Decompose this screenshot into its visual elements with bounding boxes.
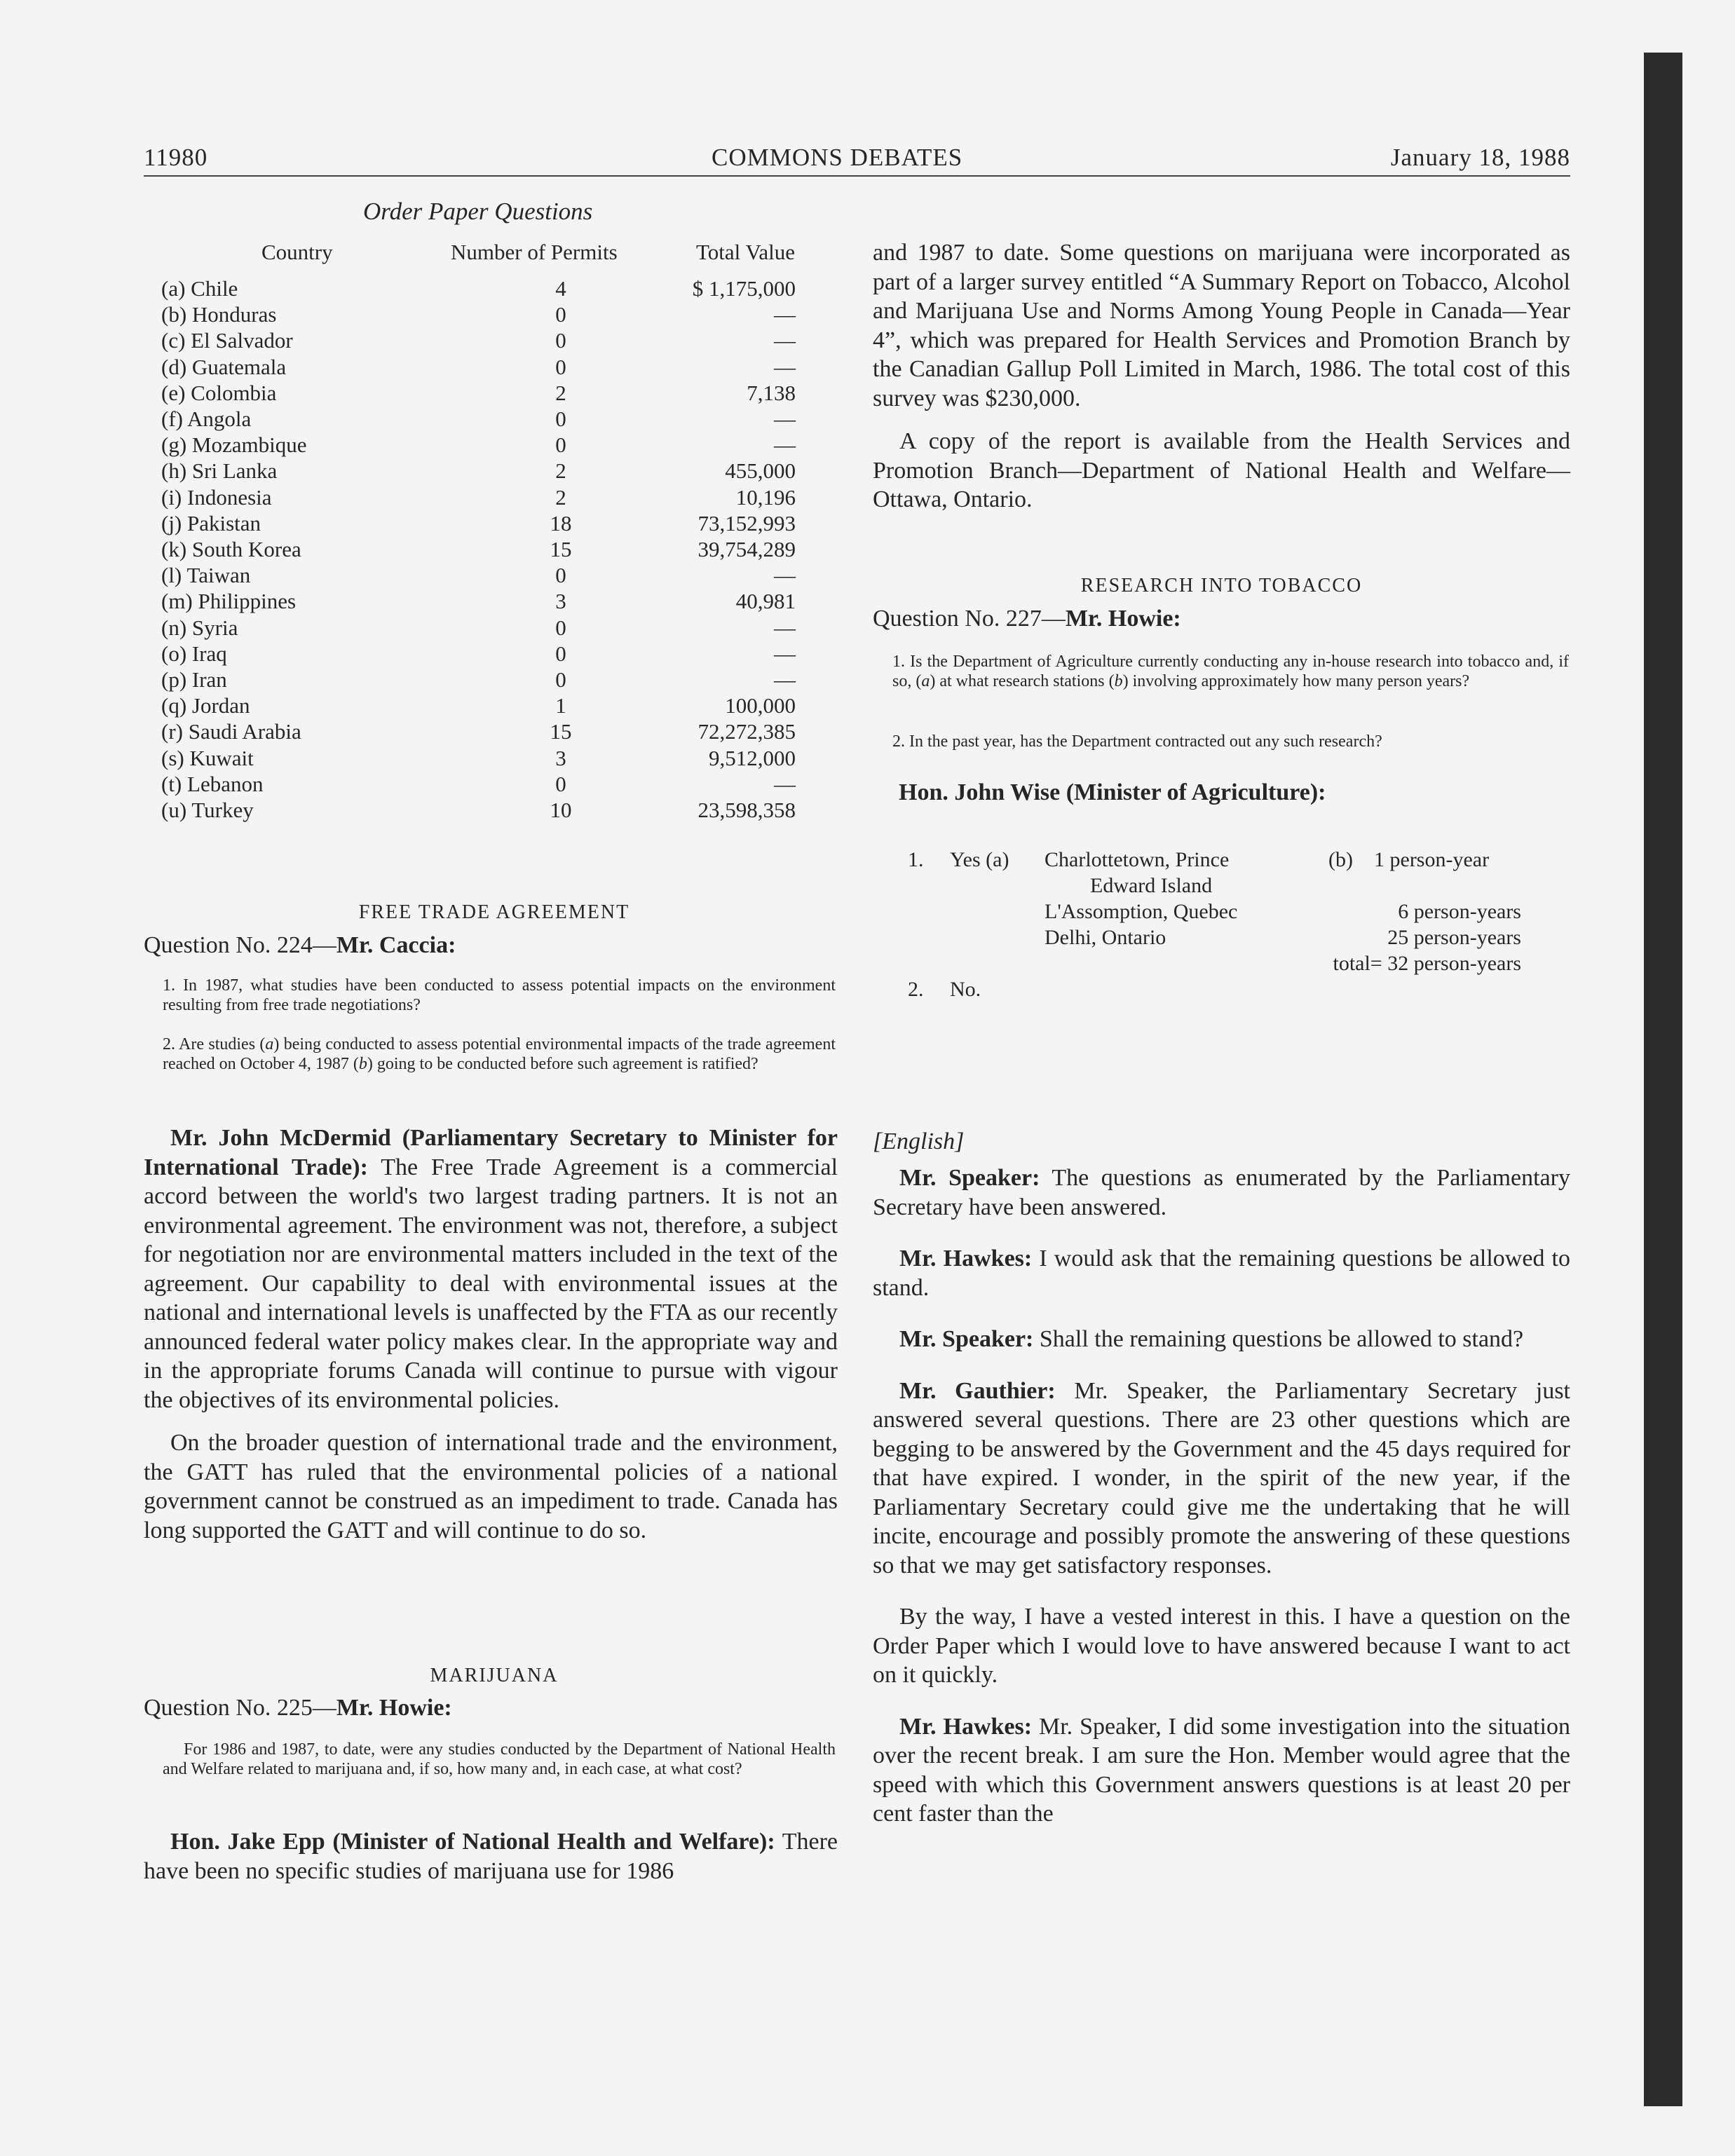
- scan-edge: [1644, 53, 1682, 2106]
- question-224-part2: 2. Are studies (a) being conducted to assess potential environmental impacts of the trade agreement reached on October 4, 1987 (b) going to be conducted before such agreement is ratified?: [163, 1035, 836, 1073]
- col-header-permits: Number of Permits: [451, 240, 618, 264]
- station-3-line1: Delhi, Ontario: [1045, 926, 1166, 949]
- table-row: [161, 693, 820, 719]
- station-3-years: 25 person-years: [1387, 926, 1521, 949]
- col-header-value: Total Value: [696, 240, 796, 264]
- answer-item-1-label: Yes (a): [950, 848, 1009, 871]
- country-cell: (q) Jordan: [161, 693, 250, 718]
- table-row: [161, 432, 820, 458]
- table-row: [161, 798, 820, 824]
- question-227-part2: 2. In the past year, has the Department contracted out any such research?: [892, 732, 1382, 751]
- question-227-part1: 1. Is the Department of Agriculture currently conducting any in-house research into tobacco and, if so, (a) at what research stations (b) involving approximately how many person years?: [892, 653, 1569, 690]
- station-1-line1: Charlottetown, Prince: [1045, 848, 1230, 871]
- answer-total: total= 32 person-years: [1333, 952, 1521, 975]
- speech-3: Mr. Speaker: Shall the remaining questions be allowed to stand?: [899, 1326, 1524, 1352]
- station-1-line2: Edward Island: [1090, 874, 1213, 897]
- table-row: [161, 328, 820, 354]
- value-cell: 455,000: [725, 458, 796, 484]
- table-row: [161, 615, 820, 641]
- table-row: [161, 772, 820, 798]
- permits-cell: 0: [555, 328, 566, 353]
- section-heading-marijuana: MARIJUANA: [430, 1665, 559, 1686]
- value-cell: —: [774, 432, 796, 458]
- value-cell: —: [774, 615, 796, 640]
- country-cell: (l) Taiwan: [161, 563, 251, 588]
- permits-cell: 0: [555, 302, 566, 327]
- speech-speaker: Mr. Gauthier:: [899, 1377, 1056, 1404]
- speech-speaker: Mr. Hawkes:: [899, 1246, 1033, 1271]
- permits-cell: 2: [555, 484, 566, 510]
- station-2-years: 6 person-years: [1398, 900, 1521, 923]
- value-cell: 100,000: [725, 693, 796, 718]
- section-heading-free-trade: FREE TRADE AGREEMENT: [358, 901, 630, 923]
- table-row: [161, 381, 820, 407]
- answer-224: Mr. John McDermid (Parliamentary Secretary to Minister for International Trade): The Free Trade Agreement is a commercial accord between the world's two largest trading partners. It is not an environmental agreement. The environment was not, therefore, a subject for negotiation nor are environmental matters included in the text of the agreement. Our capability to deal with environmental issues at the national and international levels is unaffected by the FTA as our recently announced federal water policy makes clear. In the appropriate way and in the appropriate forums Canada will continue to pursue with vigour the objectives of its environmental policies. On the broader question of international trade and the environment, the GATT has ruled that the environmental policies of a national government cannot be construed as an impediment to trade. Canada has long supported the GATT and will continue to do so.: [144, 1124, 838, 1545]
- value-cell: —: [774, 641, 796, 666]
- proceedings-text: [873, 1164, 1570, 1829]
- speech-speaker: Mr. Hawkes:: [899, 1713, 1033, 1740]
- answer-224-speaker: Mr. John McDermid (Parliamentary Secretary to Minister for International Trade):: [144, 1125, 838, 1180]
- permits-cell: 15: [550, 719, 572, 744]
- table-row: [161, 302, 820, 328]
- question-227-heading: Question No. 227—Mr. Howie:: [873, 606, 1181, 632]
- permits-cell: 0: [555, 615, 566, 640]
- value-cell: —: [774, 302, 796, 327]
- permits-cell: 18: [550, 510, 572, 535]
- answer-item-1-number: 1.: [908, 848, 924, 871]
- table-row: [161, 485, 820, 511]
- value-cell: —: [774, 407, 796, 431]
- country-cell: (u) Turkey: [161, 798, 254, 822]
- header-rule: [144, 175, 1570, 177]
- speech-5: By the way, I have a vested interest in this. I have a question on the Order Paper which I would love to have answered because I want to act on it quickly.: [873, 1604, 1570, 1688]
- country-cell: (o) Iraq: [161, 641, 227, 666]
- country-cell: (s) Kuwait: [161, 745, 254, 770]
- country-cell: (b) Honduras: [161, 302, 277, 327]
- table-row: [161, 276, 820, 302]
- answer-225-start: Hon. Jake Epp (Minister of National Health and Welfare): There have been no specific studies of marijuana use for 1986: [144, 1829, 838, 1884]
- permits-cell: 10: [550, 798, 572, 822]
- permits-cell: 2: [555, 458, 566, 484]
- permits-cell: 0: [555, 407, 566, 431]
- permits-cell: 0: [555, 667, 566, 692]
- speech-1: Mr. Speaker: The questions as enumerated by the Parliamentary Secretary have been answered.: [873, 1165, 1570, 1220]
- country-cell: (j) Pakistan: [161, 510, 261, 535]
- country-cell: (t) Lebanon: [161, 771, 264, 796]
- language-tag: [English]: [873, 1128, 965, 1154]
- answer-224-para2: On the broader question of international trade and the environment, the GATT has ruled that the environmental policies of a national government cannot be construed as an impediment to trade. Canada has long supported the GATT and will continue to do so.: [144, 1430, 838, 1543]
- header-date: January 18, 1988: [1390, 144, 1570, 171]
- answer-227-speaker: Hon. John Wise (Minister of Agriculture):: [899, 779, 1326, 805]
- permits-cell: 1: [555, 693, 566, 718]
- speech-4: Mr. Gauthier: Mr. Speaker, the Parliamentary Secretary just answered several questions. There are 23 other questions which are begging to be answered by the Government and the 45 days required for that have expired. I wonder, in the spirit of the new year, if the Parliamentary Secretary could give me the undertaking that he will incite, encourage and possibly promote the answering of these questions so that we may get satisfactory responses.: [873, 1377, 1570, 1578]
- permits-cell: 4: [555, 276, 566, 301]
- value-cell: —: [774, 354, 796, 379]
- country-cell: (h) Sri Lanka: [161, 458, 278, 484]
- question-225-text: For 1986 and 1987, to date, were any studies conducted by the Department of National Health and Welfare related to marijuana and, if so, how many and, in each case, at what cost?: [163, 1740, 836, 1778]
- permits-cell: 0: [555, 641, 566, 666]
- table-row: [161, 589, 820, 615]
- country-cell: (f) Angola: [161, 407, 252, 431]
- answer-item-2-number: 2.: [908, 978, 924, 1001]
- station-2-line1: L'Assomption, Quebec: [1045, 900, 1238, 923]
- permits-cell: 0: [555, 771, 566, 796]
- table-row: [161, 746, 820, 772]
- speech-speaker: Mr. Speaker:: [899, 1326, 1034, 1352]
- value-cell: —: [774, 667, 796, 692]
- table-row: [161, 355, 820, 381]
- permits-cell: 3: [555, 745, 566, 770]
- country-cell: (a) Chile: [161, 276, 238, 301]
- table-title: Order Paper Questions: [363, 198, 593, 225]
- country-cell: (c) El Salvador: [161, 328, 293, 353]
- publication-title: COMMONS DEBATES: [712, 144, 963, 171]
- station-1-years: 1 person-year: [1374, 848, 1490, 871]
- country-cell: (k) South Korea: [161, 537, 301, 561]
- permits-cell: 0: [555, 432, 566, 458]
- answer-225-para2: A copy of the report is available from the Health Services and Promotion Branch—Department of National Health and Welfare—Ottawa, Ontario.: [873, 428, 1570, 512]
- speech-speaker: Mr. Speaker:: [899, 1165, 1040, 1191]
- question-225-heading: Question No. 225—Mr. Howie:: [144, 1695, 452, 1721]
- value-cell: —: [774, 563, 796, 588]
- page-number: 11980: [144, 144, 208, 171]
- permits-cell: 2: [555, 380, 566, 405]
- table-row: [161, 407, 820, 432]
- table-row: [161, 719, 820, 745]
- value-cell: 10,196: [735, 484, 796, 510]
- question-224-part1: 1. In 1987, what studies have been conducted to assess potential impacts on the environment resulting from free trade negotiations?: [163, 976, 836, 1014]
- answer-item-2-text: No.: [950, 978, 981, 1001]
- value-cell: —: [774, 771, 796, 796]
- col-header-country: Country: [261, 240, 333, 264]
- speech-6: Mr. Hawkes: Mr. Speaker, I did some investigation into the situation over the recent break. I am sure the Hon. Member would agree that the speed with which this Government answers questions is at least 20 per cent faster than the: [873, 1713, 1571, 1827]
- answer-225-continued: and 1987 to date. Some questions on marijuana were incorporated as part of a larger survey entitled “A Summary Report on Tobacco, Alcohol and Marijuana Use and Norms Among Young People in Canada—Year 4”, which was prepared for Health Services and Promotion Branch by the Canadian Gallup Poll Limited in March, 1986. The total cost of this survey was $230,000. A copy of the report is available from the Health Services and Promotion Branch—Department of National Health and Welfare—Ottawa, Ontario.: [873, 238, 1570, 514]
- table-row: [161, 563, 820, 589]
- value-cell: $ 1,175,000: [692, 276, 796, 301]
- table-row: [161, 641, 820, 667]
- value-cell: 40,981: [735, 589, 796, 614]
- value-cell: 23,598,358: [698, 798, 796, 822]
- value-cell: 7,138: [747, 380, 796, 405]
- permits-cell: 0: [555, 354, 566, 379]
- country-cell: (p) Iran: [161, 667, 227, 692]
- question-224-heading: Question No. 224—Mr. Caccia:: [144, 932, 456, 958]
- value-cell: 9,512,000: [709, 745, 796, 770]
- answer-b-label: (b): [1328, 848, 1353, 871]
- permits-cell: 15: [550, 537, 572, 561]
- country-cell: (g) Mozambique: [161, 432, 307, 458]
- table-row: [161, 458, 820, 484]
- value-cell: —: [774, 328, 796, 353]
- value-cell: 72,272,385: [698, 719, 796, 744]
- table-row: [161, 511, 820, 537]
- country-cell: (d) Guatemala: [161, 354, 287, 379]
- permits-cell: 3: [555, 589, 566, 614]
- answer-225-speaker: Hon. Jake Epp (Minister of National Health and Welfare):: [170, 1829, 775, 1855]
- country-cell: (e) Colombia: [161, 380, 277, 405]
- section-heading-tobacco: RESEARCH INTO TOBACCO: [1080, 575, 1363, 596]
- table-row: [161, 667, 820, 693]
- permits-cell: 0: [555, 563, 566, 588]
- value-cell: 39,754,289: [698, 537, 796, 561]
- table-row: [161, 537, 820, 563]
- country-cell: (i) Indonesia: [161, 484, 272, 510]
- country-cell: (r) Saudi Arabia: [161, 719, 301, 744]
- value-cell: 73,152,993: [698, 510, 796, 535]
- speech-2: Mr. Hawkes: I would ask that the remaining questions be allowed to stand.: [873, 1246, 1571, 1301]
- country-cell: (m) Philippines: [161, 589, 297, 614]
- country-cell: (n) Syria: [161, 615, 238, 640]
